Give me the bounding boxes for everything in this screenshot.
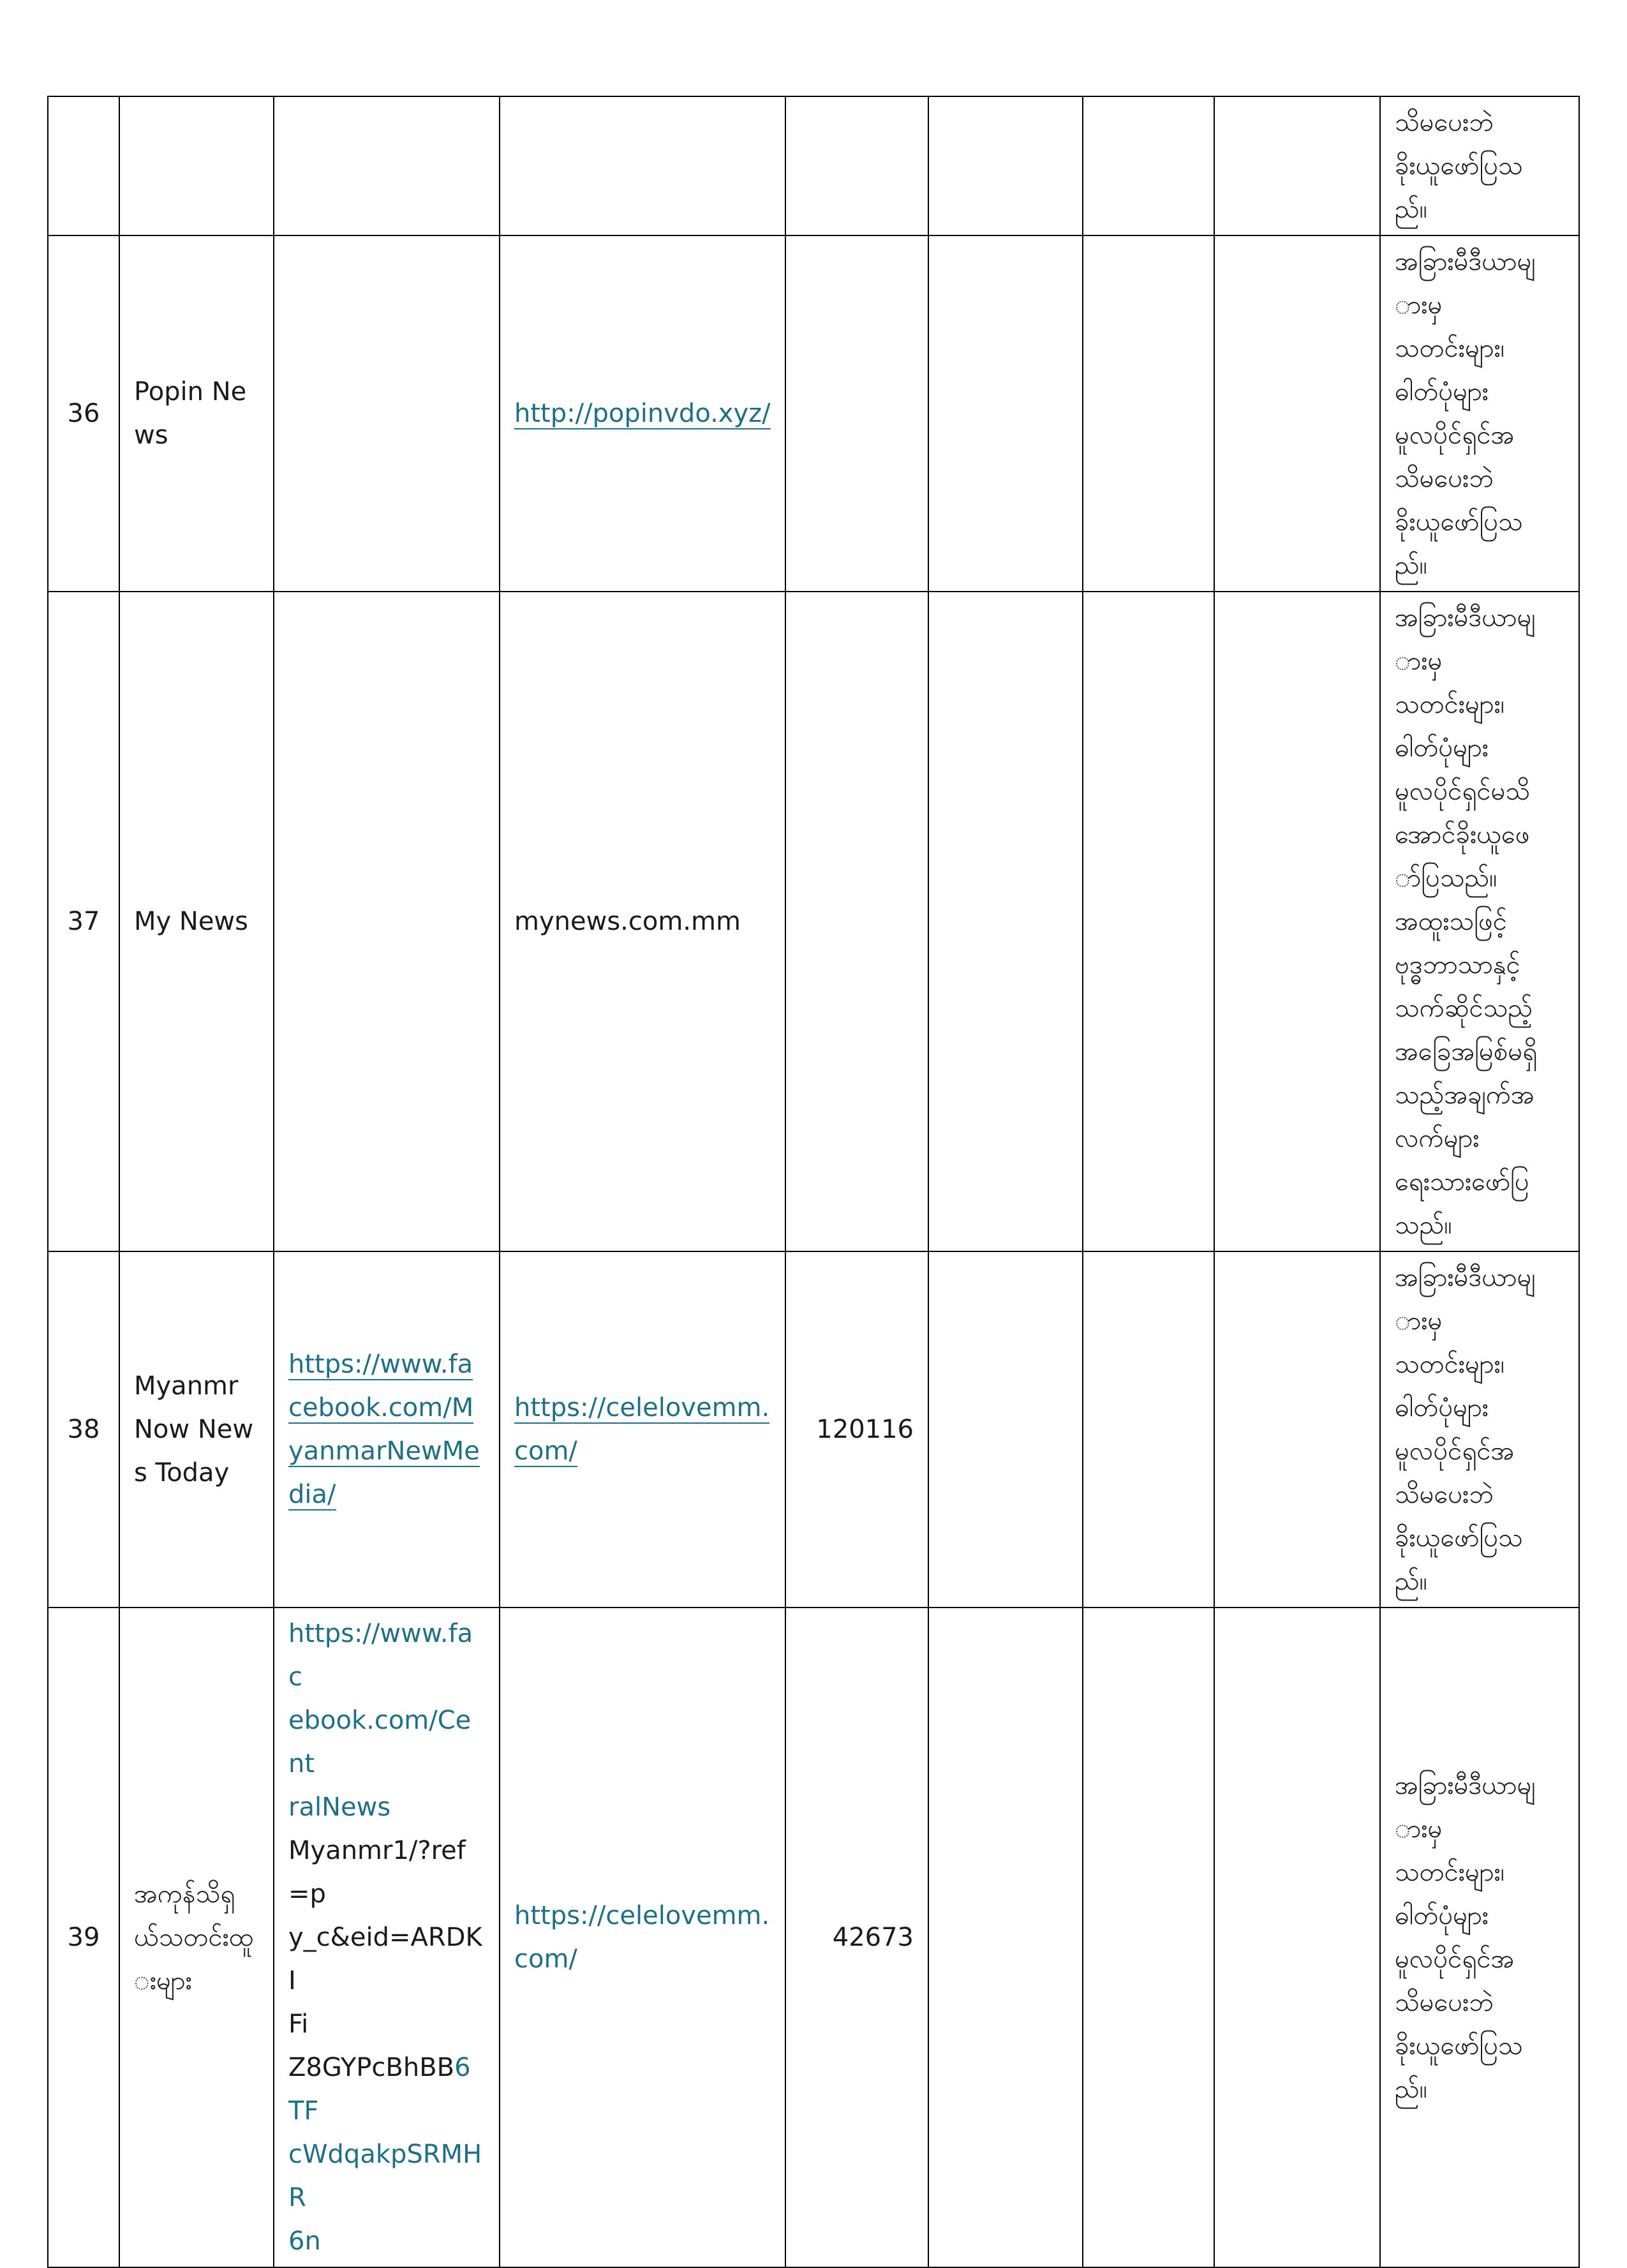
facebook-link-part[interactable]: 6TF: [288, 2053, 471, 2126]
table-row: [48, 592, 1579, 1251]
row-number: 37: [48, 592, 119, 1251]
remark-cell: [1380, 1251, 1579, 1608]
remark-line: သတင်းများ၊: [1395, 690, 1505, 719]
remark-line: ည်။: [1395, 2075, 1427, 2104]
page-name: အကုန်သိရှယ်သတင်းထူးများ: [119, 1608, 274, 2267]
remark-line: ဓါတ်ပုံများ: [1395, 1901, 1489, 1930]
follower-count: 42673: [785, 1608, 928, 2267]
remark-line: ခိုးယူဖော်ပြသ: [1395, 1523, 1523, 1553]
facebook-link-line[interactable]: Fi: [288, 2010, 309, 2039]
remark-line: သတင်းများ၊: [1395, 1350, 1505, 1379]
facebook-link: [274, 235, 500, 592]
empty-cell: [1083, 235, 1214, 592]
facebook-link-line[interactable]: cWdqakpSRMHR: [288, 2140, 482, 2212]
remark-line: မူလပိုင်ရှင်မသိ: [1395, 777, 1531, 806]
remark-line: ာ်ပြသည်။: [1395, 863, 1497, 893]
facebook-link-line[interactable]: [288, 2046, 485, 2133]
facebook-cell: [274, 1251, 500, 1608]
remark-line: ခိုးယူဖော်ပြသ: [1395, 507, 1523, 537]
empty-cell: [928, 235, 1083, 592]
facebook-link-line[interactable]: ralNews: [288, 1793, 391, 1822]
remark-line: အခြားမီဒီယာမျ: [1395, 247, 1536, 276]
remark-line: ဓါတ်ပုံများ: [1395, 733, 1489, 763]
remark-cell: [1380, 235, 1579, 592]
empty-cell: [1083, 592, 1214, 1251]
facebook-link: [274, 96, 500, 235]
remark-line: သတင်းများ၊: [1395, 1858, 1505, 1887]
website-cell: [500, 1251, 785, 1608]
page-name: Popin News: [119, 235, 274, 592]
table-row: [48, 96, 1579, 235]
empty-cell: [1083, 96, 1214, 235]
website-link: mynews.com.mm: [500, 592, 785, 1251]
remark-line: ရေးသားဖော်ပြ: [1395, 1167, 1529, 1197]
remark-line: ားမှ: [1395, 290, 1443, 320]
empty-cell: [1083, 1251, 1214, 1608]
facebook-link: [274, 592, 500, 1251]
website-link[interactable]: http://popinvdo.xyz/: [514, 399, 771, 428]
website-cell: [500, 1608, 785, 2267]
remark-line: သည်။: [1395, 1211, 1452, 1240]
empty-cell: [928, 1608, 1083, 2267]
remark-line: ဗုဒ္ဓဘာသာနှင့်: [1395, 950, 1520, 980]
remark-line: ားမှ: [1395, 646, 1443, 676]
follower-count: [785, 96, 928, 235]
remark-line: အောင်ခိုးယူဖေ: [1395, 820, 1530, 849]
remark-line: အခြားမီဒီယာမျ: [1395, 1771, 1536, 1800]
remark-line: သိမပေးဘဲ: [1395, 1480, 1494, 1509]
remark-line: ခိုးယူဖော်ပြသ: [1395, 151, 1523, 181]
facebook-link-line[interactable]: ebook.com/Cent: [288, 1706, 472, 1779]
remark-line: သိမပေးဘဲ: [1395, 108, 1494, 137]
empty-cell: [928, 1251, 1083, 1608]
remark-cell: [1380, 592, 1579, 1251]
remark-line: မူလပိုင်ရှင်အ: [1395, 1944, 1515, 1974]
empty-cell: [1214, 592, 1380, 1251]
facebook-link[interactable]: [274, 1608, 500, 2267]
remark-line: အခြားမီဒီယာမျ: [1395, 1263, 1536, 1292]
page-name: Myanmr Now News Today: [119, 1251, 274, 1608]
remark-line: သိမပေးဘဲ: [1395, 1988, 1494, 2017]
remark-line: သက်ဆိုင်သည့်: [1395, 994, 1533, 1023]
remark-line: ားမှ: [1395, 1306, 1443, 1336]
remark-line: ခိုးယူဖော်ပြသ: [1395, 2031, 1523, 2061]
remark-line: အထူးသဖြင့်: [1395, 907, 1507, 936]
remark-cell: [1380, 96, 1579, 235]
remark-line: ဓါတ်ပုံများ: [1395, 1393, 1489, 1422]
remark-line: သတင်းများ၊: [1395, 334, 1505, 363]
remark-line: ည်။: [1395, 1567, 1427, 1596]
empty-cell: [1083, 1608, 1214, 2267]
row-number: 38: [48, 1251, 119, 1608]
remark-line: လက်များ: [1395, 1124, 1480, 1153]
row-number: 36: [48, 235, 119, 592]
empty-cell: [1214, 1608, 1380, 2267]
remark-line: ဓါတ်ပုံများ: [1395, 377, 1489, 407]
facebook-link-line[interactable]: https://www.fac: [288, 1619, 473, 1692]
table-row: [48, 1608, 1579, 2267]
website-link[interactable]: https://celelovemm.com/: [514, 1393, 770, 1466]
empty-cell: [928, 96, 1083, 235]
empty-cell: [1214, 235, 1380, 592]
empty-cell: [1214, 96, 1380, 235]
follower-count: 120116: [785, 1251, 928, 1608]
remark-line: သည့်အချက်အ: [1395, 1080, 1534, 1110]
row-number: [48, 96, 119, 235]
follower-count: [785, 592, 928, 1251]
facebook-link-line[interactable]: Myanmr1/?ref=p: [288, 1836, 466, 1909]
remark-line: ည်။: [1395, 551, 1427, 580]
remark-line: အခြေအမြစ်မရှိ: [1395, 1037, 1538, 1066]
page-name: [119, 96, 274, 235]
empty-cell: [928, 592, 1083, 1251]
website-link: [500, 96, 785, 235]
remark-line: မူလပိုင်ရှင်အ: [1395, 1436, 1515, 1466]
remark-line: အခြားမီဒီယာမျ: [1395, 603, 1536, 632]
media-report-table: [47, 96, 1580, 2268]
remark-line: ားမှ: [1395, 1814, 1443, 1844]
remark-line: ည်။: [1395, 195, 1427, 224]
facebook-link-line[interactable]: y_c&eid=ARDKI: [288, 1923, 482, 1996]
remark-cell: [1380, 1608, 1579, 2267]
website-link[interactable]: https://celelovemm.com/: [514, 1901, 770, 1974]
website-cell: [500, 235, 785, 592]
remark-line: မူလပိုင်ရှင်အ: [1395, 421, 1515, 450]
empty-cell: [1214, 1251, 1380, 1608]
facebook-link-line[interactable]: 6n: [288, 2227, 321, 2256]
follower-count: [785, 235, 928, 592]
table-row: [48, 1251, 1579, 1608]
row-number: 39: [48, 1608, 119, 2267]
page-name: My News: [119, 592, 274, 1251]
remark-line: သိမပေးဘဲ: [1395, 464, 1494, 493]
facebook-link[interactable]: https://www.facebook.com/MyanmarNewMedia/: [288, 1350, 480, 1509]
table-row: [48, 235, 1579, 592]
facebook-link-part[interactable]: Z8GYPcBhBB: [288, 2053, 455, 2082]
